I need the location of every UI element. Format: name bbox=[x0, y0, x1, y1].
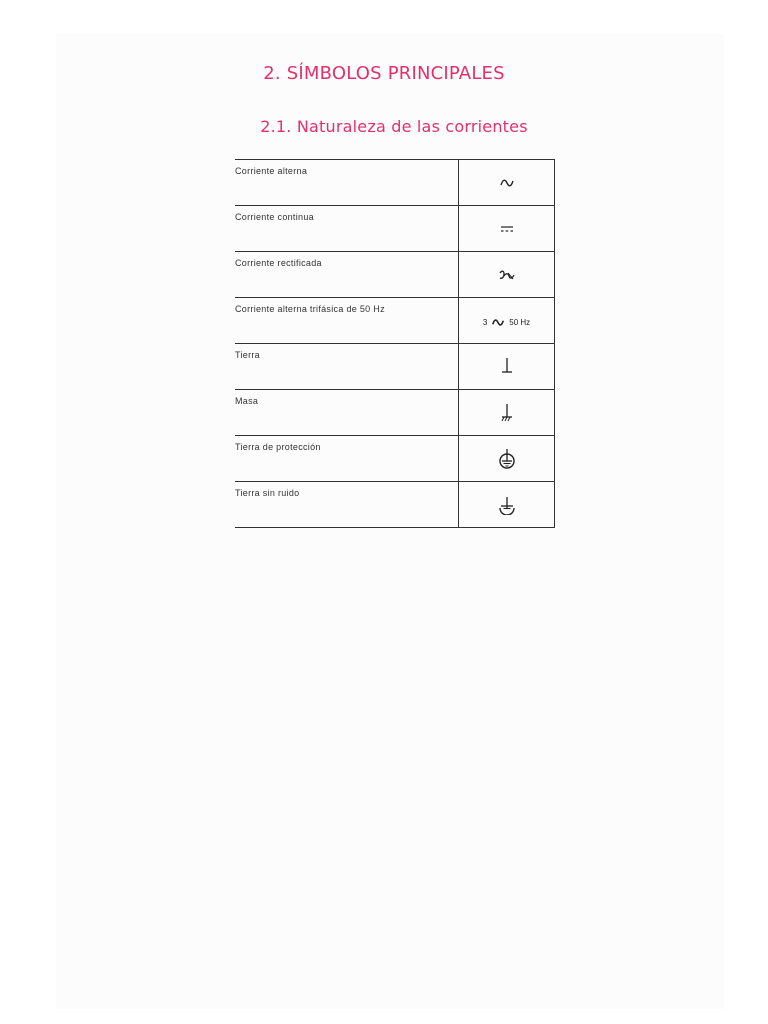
table-row bbox=[235, 298, 555, 344]
table-row bbox=[235, 390, 555, 436]
frequency-label: 50 Hz bbox=[509, 317, 531, 327]
table-row bbox=[235, 206, 555, 252]
table-row bbox=[235, 160, 555, 206]
table-row bbox=[235, 252, 555, 298]
symbol-cell bbox=[459, 390, 555, 436]
protective-earth-icon bbox=[497, 448, 517, 470]
table-row bbox=[235, 436, 555, 482]
three-phase-ac-icon bbox=[483, 318, 530, 327]
symbol-cell bbox=[459, 344, 555, 390]
rectified-current-icon bbox=[498, 269, 516, 281]
row-label: Corriente rectificada bbox=[235, 252, 459, 298]
symbol-cell bbox=[459, 482, 555, 528]
direct-current-icon bbox=[499, 224, 515, 234]
row-label: Corriente alterna trifásica de 50 Hz bbox=[235, 298, 459, 344]
earth-ground-icon bbox=[500, 357, 514, 377]
row-label: Tierra bbox=[235, 344, 459, 390]
symbols-table bbox=[235, 159, 555, 528]
row-label: Corriente continua bbox=[235, 206, 459, 252]
symbol-cell bbox=[459, 252, 555, 298]
symbol-cell bbox=[459, 206, 555, 252]
symbol-cell bbox=[459, 436, 555, 482]
table-row bbox=[235, 344, 555, 390]
noiseless-earth-icon bbox=[497, 495, 517, 515]
alternating-current-icon bbox=[499, 178, 515, 188]
row-label: Corriente alterna bbox=[235, 160, 459, 206]
section-title: 2. SÍMBOLOS PRINCIPALES bbox=[263, 63, 505, 84]
phase-count: 3 bbox=[482, 317, 488, 327]
row-label: Tierra sin ruido bbox=[235, 482, 459, 528]
alternating-current-icon bbox=[491, 318, 505, 327]
subsection-title: 2.1. Naturaleza de las corrientes bbox=[260, 117, 528, 136]
symbol-cell bbox=[459, 160, 555, 206]
row-label: Tierra de protección bbox=[235, 436, 459, 482]
row-label: Masa bbox=[235, 390, 459, 436]
symbol-cell bbox=[459, 298, 555, 344]
table-row bbox=[235, 482, 555, 528]
chassis-ground-icon bbox=[499, 402, 515, 424]
